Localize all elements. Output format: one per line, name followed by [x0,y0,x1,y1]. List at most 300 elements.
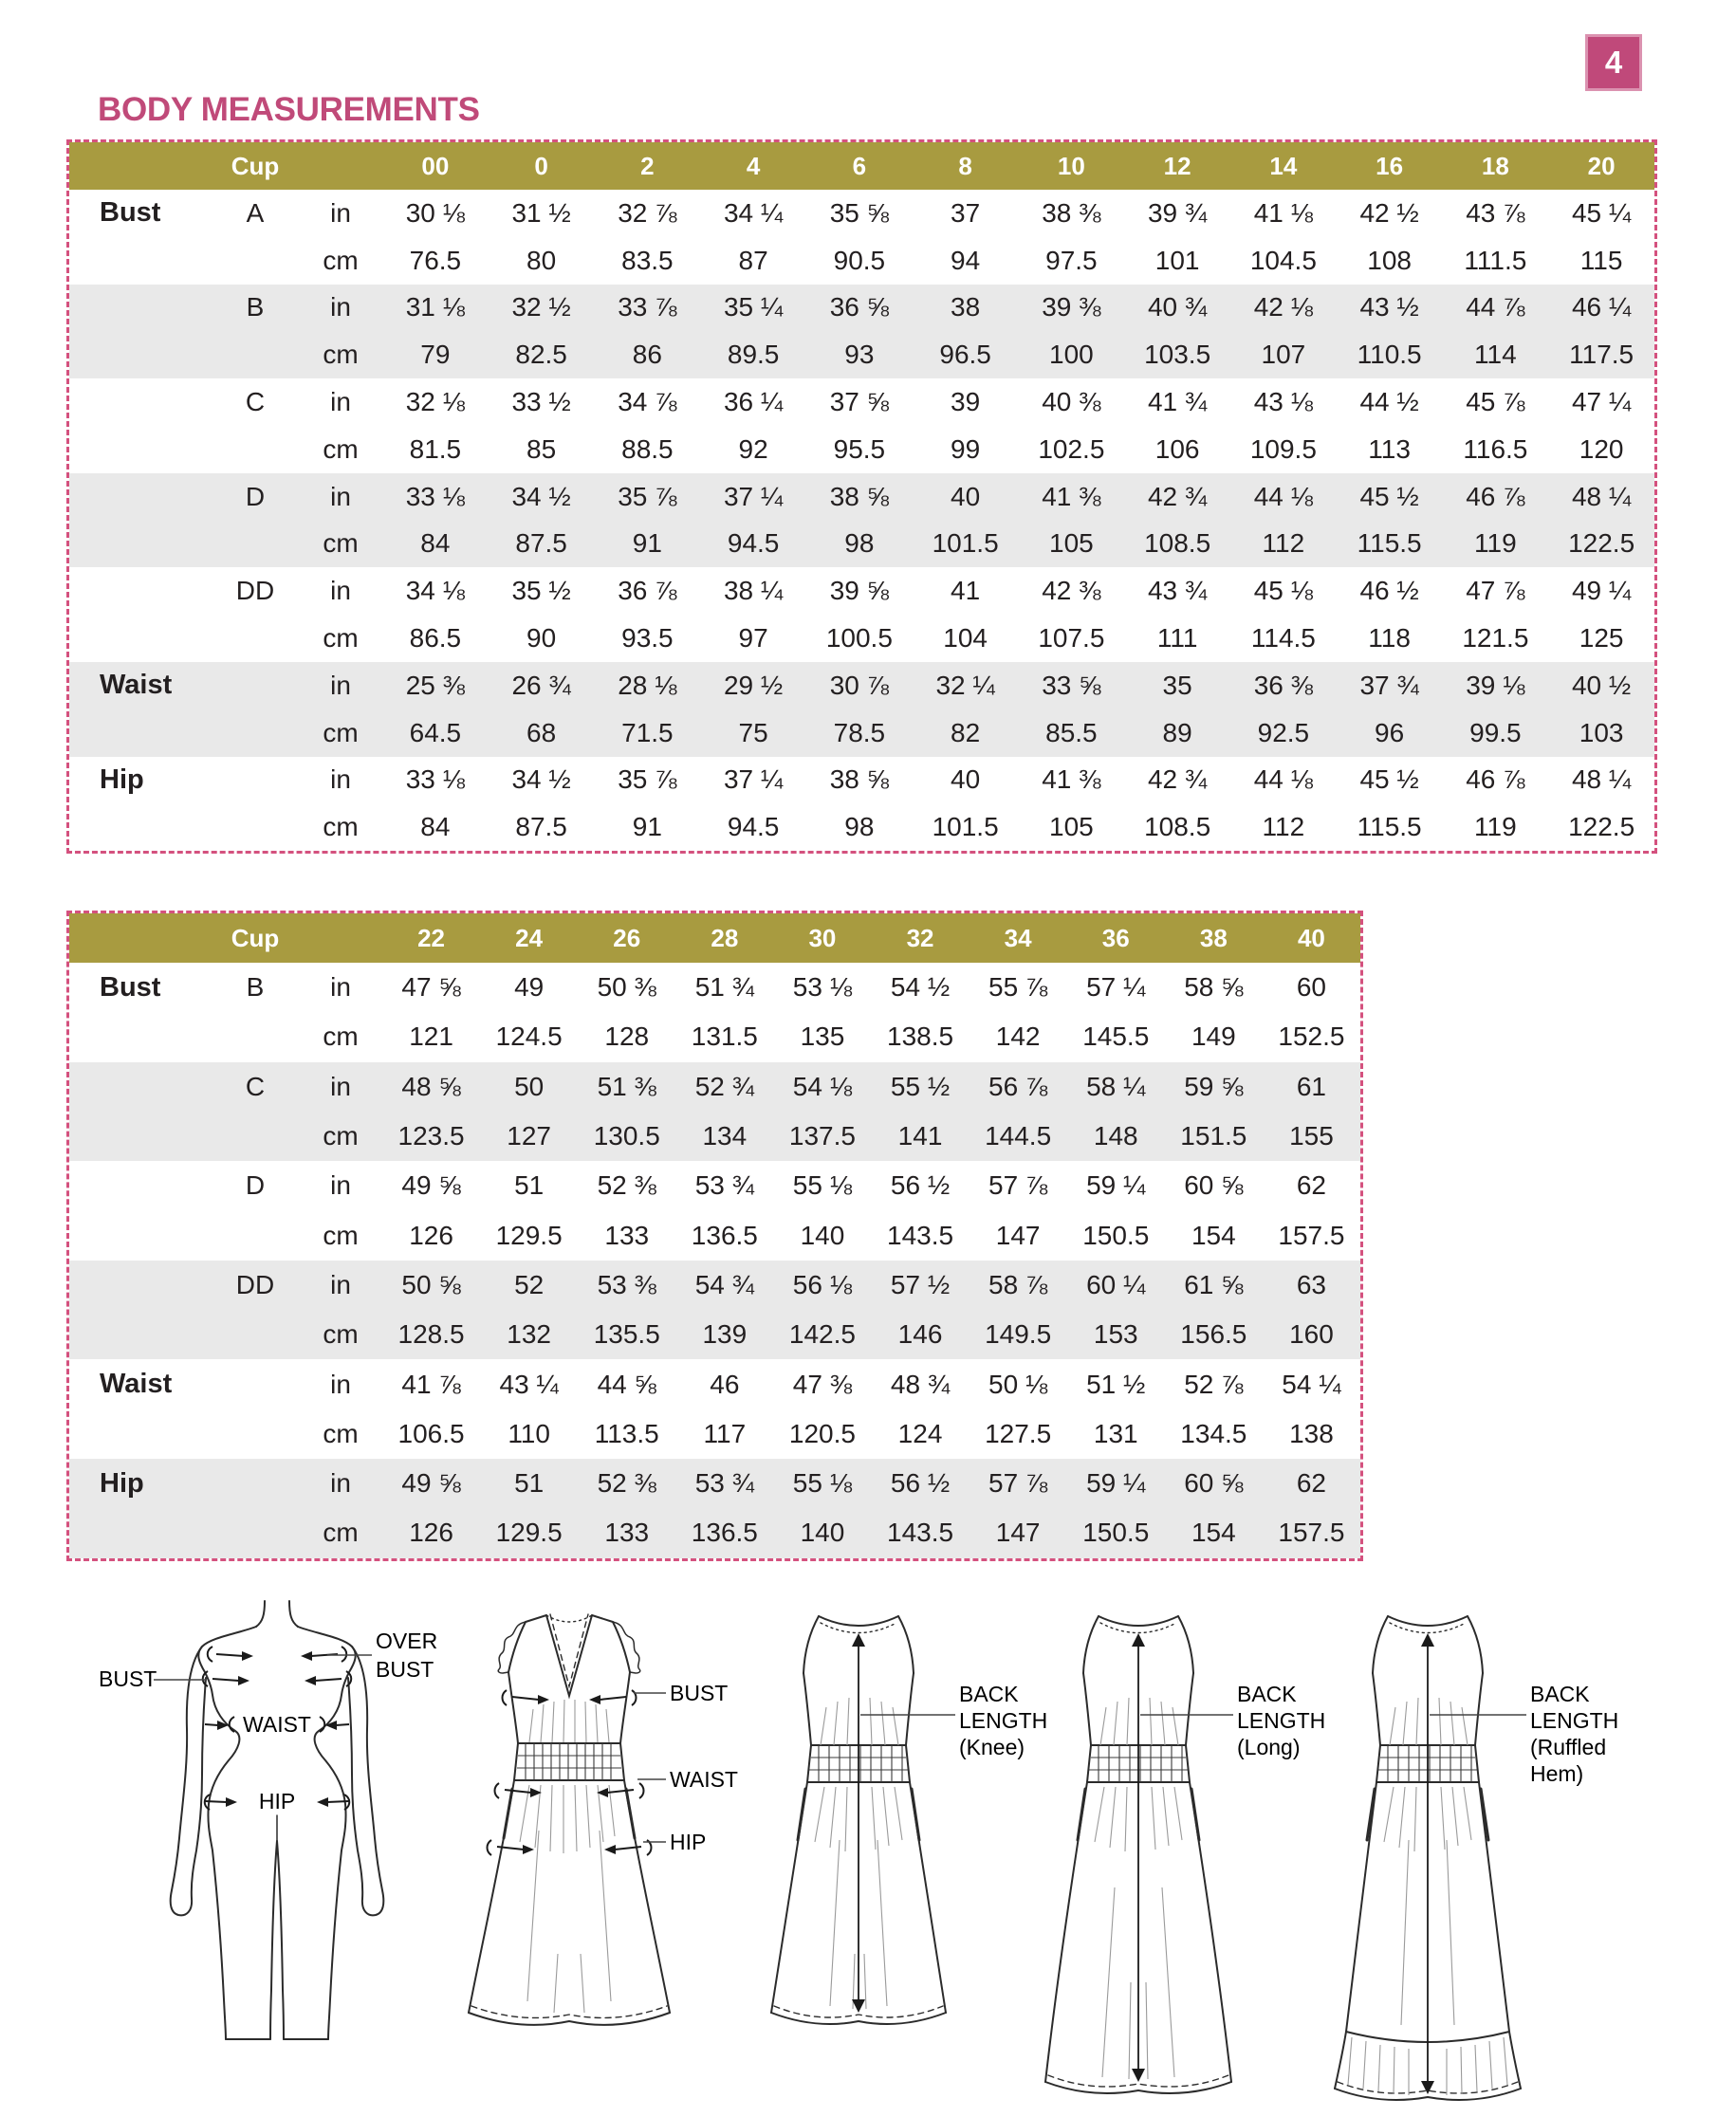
measure-value: 153 [1093,1319,1138,1350]
measure-value: 87 [738,245,768,275]
table-row [69,237,1654,285]
measure-value: 149 [1191,1022,1236,1052]
measure-value: 48 ¾ [890,1369,951,1399]
measure-value: 35 ½ [511,576,571,606]
measure-value: 46 ⅞ [1466,764,1525,795]
measure-value: 57 ⅞ [988,1170,1048,1201]
measure-value: 63 [1296,1269,1327,1299]
measure-label [69,1310,212,1359]
measure-value: 85 [526,433,557,464]
measure-value: 37 [951,197,981,228]
measure-value: 49 ⅝ [401,1170,461,1201]
measure-value: 93 [844,340,875,370]
measure-value: 89.5 [727,340,780,370]
unit-label: cm [323,717,359,747]
measure-value: 29 ½ [723,670,784,700]
table-row [69,1310,1360,1359]
measure-value: 32 ⅞ [618,197,677,228]
measurement-arrows [488,1690,652,1855]
size-column-header: 22 [417,923,445,952]
measure-value: 51 ½ [1086,1369,1146,1399]
cup-letter [212,426,299,473]
measure-value: 54 ¼ [1282,1369,1341,1399]
cup-column-header: Cup [231,151,280,180]
measure-value: 157.5 [1278,1220,1345,1250]
measure-value: 44 ⅞ [1466,292,1525,322]
measure-value: 142.5 [788,1319,856,1350]
measure-label: Bust [100,971,161,1003]
table-row [69,190,1654,237]
measure-value: 47 ⅜ [792,1369,853,1399]
page-number-badge: 4 [1585,34,1642,91]
measure-value: 62 [1296,1170,1327,1201]
measure-value: 87.5 [515,812,567,842]
measure-value: 117 [703,1418,747,1448]
unit-label: in [330,197,351,228]
measure-value: 30 ⅞ [829,670,890,700]
measure-value: 50 ⅛ [988,1369,1048,1399]
measure-value: 123.5 [397,1121,465,1151]
cup-letter: D [245,481,266,511]
figure-labels [99,1629,437,1813]
back-length-knee-label-line1: BACK [959,1682,1019,1706]
leader-lines [154,1655,372,1680]
unit-label: cm [323,623,359,654]
measure-value: 38 ⅜ [1042,197,1101,228]
measure-value: 41 [951,576,981,606]
body-figure [95,1601,436,2047]
measure-value: 34 ⅞ [618,387,677,417]
cup-letter: DD [235,1269,275,1299]
measure-value: 104.5 [1249,245,1317,275]
back-length-ruffled-label-line2: LENGTH [1530,1708,1619,1733]
measure-value: 128 [604,1022,650,1052]
table-row [69,1261,1360,1310]
measure-value: 87.5 [515,528,567,559]
measure-value: 127 [507,1121,551,1151]
measure-value: 115.5 [1357,528,1422,559]
measure-value: 38 ⅝ [829,764,890,795]
measure-value: 111 [1156,623,1198,654]
measure-value: 54 ½ [890,972,951,1003]
measure-value: 127.5 [985,1418,1052,1448]
measure-value: 136.5 [691,1220,758,1250]
measure-value: 96 [1375,717,1405,747]
measure-value: 51 [514,1170,545,1201]
measure-value: 48 ¼ [1571,481,1632,511]
cup-letter: B [246,972,265,1003]
table-row [69,662,1654,709]
measure-value: 50 ⅜ [597,972,656,1003]
back-length-ruffled-label-line3: (Ruffled [1530,1735,1607,1759]
measure-value: 105 [1049,812,1094,842]
header-spacer [69,142,212,190]
measure-value: 149.5 [985,1319,1052,1350]
measure-value: 41 ⅜ [1042,481,1101,511]
measure-value: 133 [604,1220,650,1250]
over-bust-label-line1: OVER [376,1629,438,1653]
cup-letter: C [245,387,266,417]
size-column-header: 14 [1269,151,1298,180]
measure-label [69,1161,212,1210]
measure-value: 46 ½ [1359,576,1419,606]
measure-label [69,237,212,285]
measure-value: 59 ¼ [1086,1170,1146,1201]
measure-value: 125 [1579,623,1624,654]
table-row [69,1409,1360,1459]
measure-value: 37 ⅝ [829,387,890,417]
measure-value: 108.5 [1144,812,1211,842]
unit-label: in [330,1468,351,1499]
measure-label [69,1261,212,1310]
measure-value: 92 [738,433,768,464]
measure-value: 97.5 [1045,245,1098,275]
measure-value: 138 [1289,1418,1334,1448]
measure-value: 35 [1162,670,1192,700]
measure-value: 34 ⅛ [405,576,466,606]
measure-value: 132 [507,1319,551,1350]
measure-value: 46 ⅞ [1466,481,1525,511]
measure-label [69,285,212,332]
unit-label: cm [323,433,359,464]
measure-value: 35 ¼ [723,292,784,322]
measure-label [69,473,212,521]
measure-value: 30 ⅛ [405,197,466,228]
measure-value: 128.5 [397,1319,465,1350]
measure-value: 145.5 [1082,1022,1150,1052]
unit-label: in [330,1369,351,1399]
measure-value: 144.5 [985,1121,1052,1151]
measure-value: 152.5 [1278,1022,1345,1052]
unit-label: cm [323,1418,359,1448]
measure-value: 126 [409,1220,453,1250]
measure-value: 48 ⅝ [401,1071,461,1101]
measure-value: 43 ½ [1359,292,1419,322]
cup-letter: C [245,1071,266,1101]
measure-value: 61 [1296,1071,1327,1101]
size-column-header: 20 [1587,151,1616,180]
measure-value: 58 ¼ [1086,1071,1146,1101]
measure-value: 118 [1368,623,1411,654]
measure-value: 55 ⅛ [792,1468,853,1499]
cup-letter [212,521,299,568]
unit-label: in [330,576,351,606]
measure-label [69,1012,212,1061]
measure-value: 35 ⅞ [618,481,677,511]
measure-value: 104 [943,623,988,654]
measure-value: 57 ½ [890,1269,951,1299]
unit-label: cm [323,1220,359,1250]
cup-letter: D [245,1170,266,1201]
measure-value: 120.5 [788,1418,856,1448]
measure-value: 36 ⅜ [1253,670,1314,700]
measure-value: 150.5 [1082,1220,1150,1250]
measure-value: 47 ⅝ [401,972,461,1003]
measure-value: 54 ¾ [694,1269,754,1299]
measure-value: 137.5 [788,1121,856,1151]
measure-value: 53 ⅛ [792,972,853,1003]
over-bust-label-line2: BUST [376,1657,434,1682]
measure-value: 86.5 [409,623,462,654]
measure-value: 33 ⅝ [1042,670,1101,700]
measure-value: 33 ⅛ [405,764,466,795]
measure-value: 45 ½ [1359,764,1419,795]
unit-label: in [330,292,351,322]
measure-value: 135 [800,1022,845,1052]
measure-value: 157.5 [1278,1518,1345,1548]
unit-label: in [330,972,351,1003]
measure-label [69,803,212,851]
measure-value: 53 ¾ [694,1170,754,1201]
measure-value: 59 ¼ [1086,1468,1146,1499]
table-row [69,285,1654,332]
measure-value: 39 ⅜ [1042,292,1101,322]
back-length-knee-label-line2: LENGTH [959,1708,1048,1733]
cup-letter [212,331,299,378]
unit-label: cm [323,528,359,559]
measure-value: 49 ¼ [1571,576,1632,606]
measure-value: 60 [1296,972,1327,1003]
measure-value: 45 ½ [1359,481,1419,511]
measure-value: 58 ⅞ [988,1269,1048,1299]
measure-value: 101.5 [932,528,999,559]
measure-label [69,615,212,662]
measure-value: 41 ⅜ [1042,764,1101,795]
cup-letter [212,757,299,804]
measure-value: 52 ⅜ [597,1468,656,1499]
size-column-header: 26 [613,923,641,952]
measure-value: 62 [1296,1468,1327,1499]
measure-value: 83.5 [621,245,674,275]
measure-value: 47 ⅞ [1466,576,1525,606]
measure-value: 37 ¼ [723,481,784,511]
size-column-header: 0 [534,151,548,180]
measure-value: 84 [420,812,451,842]
measure-value: 46 ¼ [1571,292,1632,322]
size-column-header: 28 [711,923,739,952]
measure-value: 96.5 [939,340,991,370]
measure-value: 108 [1367,245,1412,275]
measure-value: 52 [514,1269,545,1299]
back-length-long-label-line1: BACK [1237,1682,1297,1706]
measure-value: 68 [526,717,557,747]
measure-value: 130.5 [593,1121,660,1151]
measure-value: 55 ½ [890,1071,951,1101]
measure-value: 38 ⅝ [829,481,890,511]
measure-value: 37 ¾ [1359,670,1419,700]
measure-value: 115.5 [1357,812,1422,842]
dress-back-knee-figure [745,1603,1048,2058]
measure-value: 60 ¼ [1086,1269,1146,1299]
measure-value: 156.5 [1180,1319,1247,1350]
measure-value: 46 [710,1369,740,1399]
dress-back-long-figure [1025,1603,1326,2106]
measure-value: 107 [1261,340,1306,370]
size-column-header: 10 [1057,151,1085,180]
measure-value: 150.5 [1082,1518,1150,1548]
measure-value: 34 ½ [511,481,571,511]
measure-value: 102.5 [1038,433,1105,464]
measure-value: 89 [1162,717,1192,747]
measure-value: 98 [844,812,875,842]
measure-value: 131.5 [691,1022,758,1052]
measure-label [69,378,212,426]
measure-value: 44 ⅛ [1253,764,1314,795]
cup-letter [212,1459,299,1508]
size-column-header: 32 [906,923,934,952]
measure-value: 141 [897,1121,943,1151]
back-length-knee-label-line3: (Knee) [959,1735,1025,1759]
cup-letter [212,1409,299,1459]
measure-label [69,521,212,568]
measure-value: 82.5 [515,340,567,370]
measure-value: 131 [1093,1418,1138,1448]
measure-value: 110 [508,1418,550,1448]
measure-value: 36 ⅝ [829,292,890,322]
measure-value: 94.5 [727,528,780,559]
measure-value: 32 ¼ [935,670,995,700]
measure-value: 45 ¼ [1571,197,1632,228]
measure-value: 35 ⅝ [829,197,890,228]
measure-value: 56 ½ [890,1468,951,1499]
size-column-header: 2 [640,151,655,180]
measure-value: 112 [1262,812,1305,842]
measure-value: 151.5 [1180,1121,1247,1151]
measure-value: 98 [844,528,875,559]
measure-value: 38 ¼ [723,576,784,606]
cup-column-header: Cup [231,923,280,952]
measure-label: Hip [100,1467,144,1499]
measure-value: 39 ⅝ [829,576,890,606]
cup-letter: DD [235,576,275,606]
measure-value: 92.5 [1257,717,1310,747]
table-row [69,757,1654,804]
measure-value: 110.5 [1357,340,1422,370]
measure-value: 114 [1474,340,1517,370]
measure-value: 84 [420,528,451,559]
measure-value: 106 [1154,433,1200,464]
measure-value: 135.5 [593,1319,660,1350]
measure-value: 56 ⅞ [988,1071,1048,1101]
table-row [69,1112,1360,1161]
table-row [69,1062,1360,1112]
measure-value: 140 [800,1518,845,1548]
size-column-header: 34 [1004,923,1032,952]
measure-value: 99.5 [1469,717,1522,747]
cup-letter [212,709,299,757]
figure-labels [1530,1682,1618,1786]
measure-value: 114.5 [1250,623,1316,654]
measure-value: 139 [702,1319,748,1350]
measure-value: 33 ⅞ [618,292,677,322]
measure-value: 90.5 [833,245,886,275]
unit-label: cm [323,1022,359,1052]
measure-value: 140 [800,1220,845,1250]
unit-label: cm [323,1518,359,1548]
size-column-header: 24 [515,923,544,952]
waist-label: WAIST [243,1712,311,1737]
measure-value: 58 ⅝ [1184,972,1244,1003]
measure-value: 50 ⅝ [401,1269,461,1299]
cup-letter [212,803,299,851]
measure-value: 44 ⅝ [597,1369,656,1399]
cup-letter [212,1359,299,1408]
measure-value: 136.5 [691,1518,758,1548]
measure-value: 38 [951,292,981,322]
measure-value: 49 ⅝ [401,1468,461,1499]
bust-label: BUST [99,1666,157,1691]
measure-value: 45 ⅛ [1253,576,1314,606]
measure-value: 41 ⅛ [1253,197,1314,228]
measure-value: 43 ⅞ [1466,197,1525,228]
measure-value: 146 [897,1319,943,1350]
cup-letter [212,1508,299,1557]
measure-value: 56 ⅛ [792,1269,853,1299]
waist-label: WAIST [670,1767,738,1792]
measure-value: 42 ⅛ [1253,292,1314,322]
table-row [69,473,1654,521]
measure-value: 99 [951,433,981,464]
measure-value: 143.5 [887,1220,954,1250]
unit-label: in [330,1170,351,1201]
measure-label [69,709,212,757]
measure-value: 43 ¾ [1147,576,1208,606]
measure-value: 56 ½ [890,1170,951,1201]
measure-label: Bust [100,197,161,229]
measure-value: 134.5 [1180,1418,1247,1448]
measure-value: 129.5 [495,1518,563,1548]
measure-value: 31 ½ [511,197,571,228]
measure-value: 40 ⅜ [1042,387,1101,417]
measure-value: 101 [1154,245,1200,275]
unit-label: cm [323,340,359,370]
table-header-row [69,142,1654,190]
measure-value: 50 [514,1071,545,1101]
measure-value: 47 ¼ [1571,387,1632,417]
measure-value: 44 ½ [1359,387,1419,417]
measure-value: 52 ¾ [694,1071,754,1101]
dress-front-figure [446,1603,738,2053]
figure-labels [1237,1682,1325,1759]
measure-value: 55 ⅛ [792,1170,853,1201]
bust-label: BUST [670,1681,729,1705]
body-outline [171,1601,384,2039]
measure-value: 143.5 [887,1518,954,1548]
cup-letter: A [246,197,265,228]
cup-letter [212,237,299,285]
unit-label: in [330,481,351,511]
measure-value: 120 [1579,433,1624,464]
hip-label: HIP [258,1789,296,1813]
measure-value: 109.5 [1249,433,1317,464]
measure-value: 90 [526,623,557,654]
cup-letter: B [246,292,265,322]
measure-value: 45 ⅞ [1466,387,1525,417]
measure-value: 119 [1474,528,1517,559]
measure-value: 94.5 [727,812,780,842]
measure-value: 42 ½ [1359,197,1419,228]
back-length-long-label-line2: LENGTH [1237,1708,1326,1733]
measure-value: 88.5 [621,433,674,464]
measure-value: 155 [1289,1121,1334,1151]
measure-value: 119 [1474,812,1517,842]
table-row [69,709,1654,757]
measure-value: 108.5 [1144,528,1211,559]
table-row [69,426,1654,473]
size-column-header: 18 [1481,151,1509,180]
measure-value: 106.5 [397,1418,465,1448]
unit-label: cm [323,1121,359,1151]
